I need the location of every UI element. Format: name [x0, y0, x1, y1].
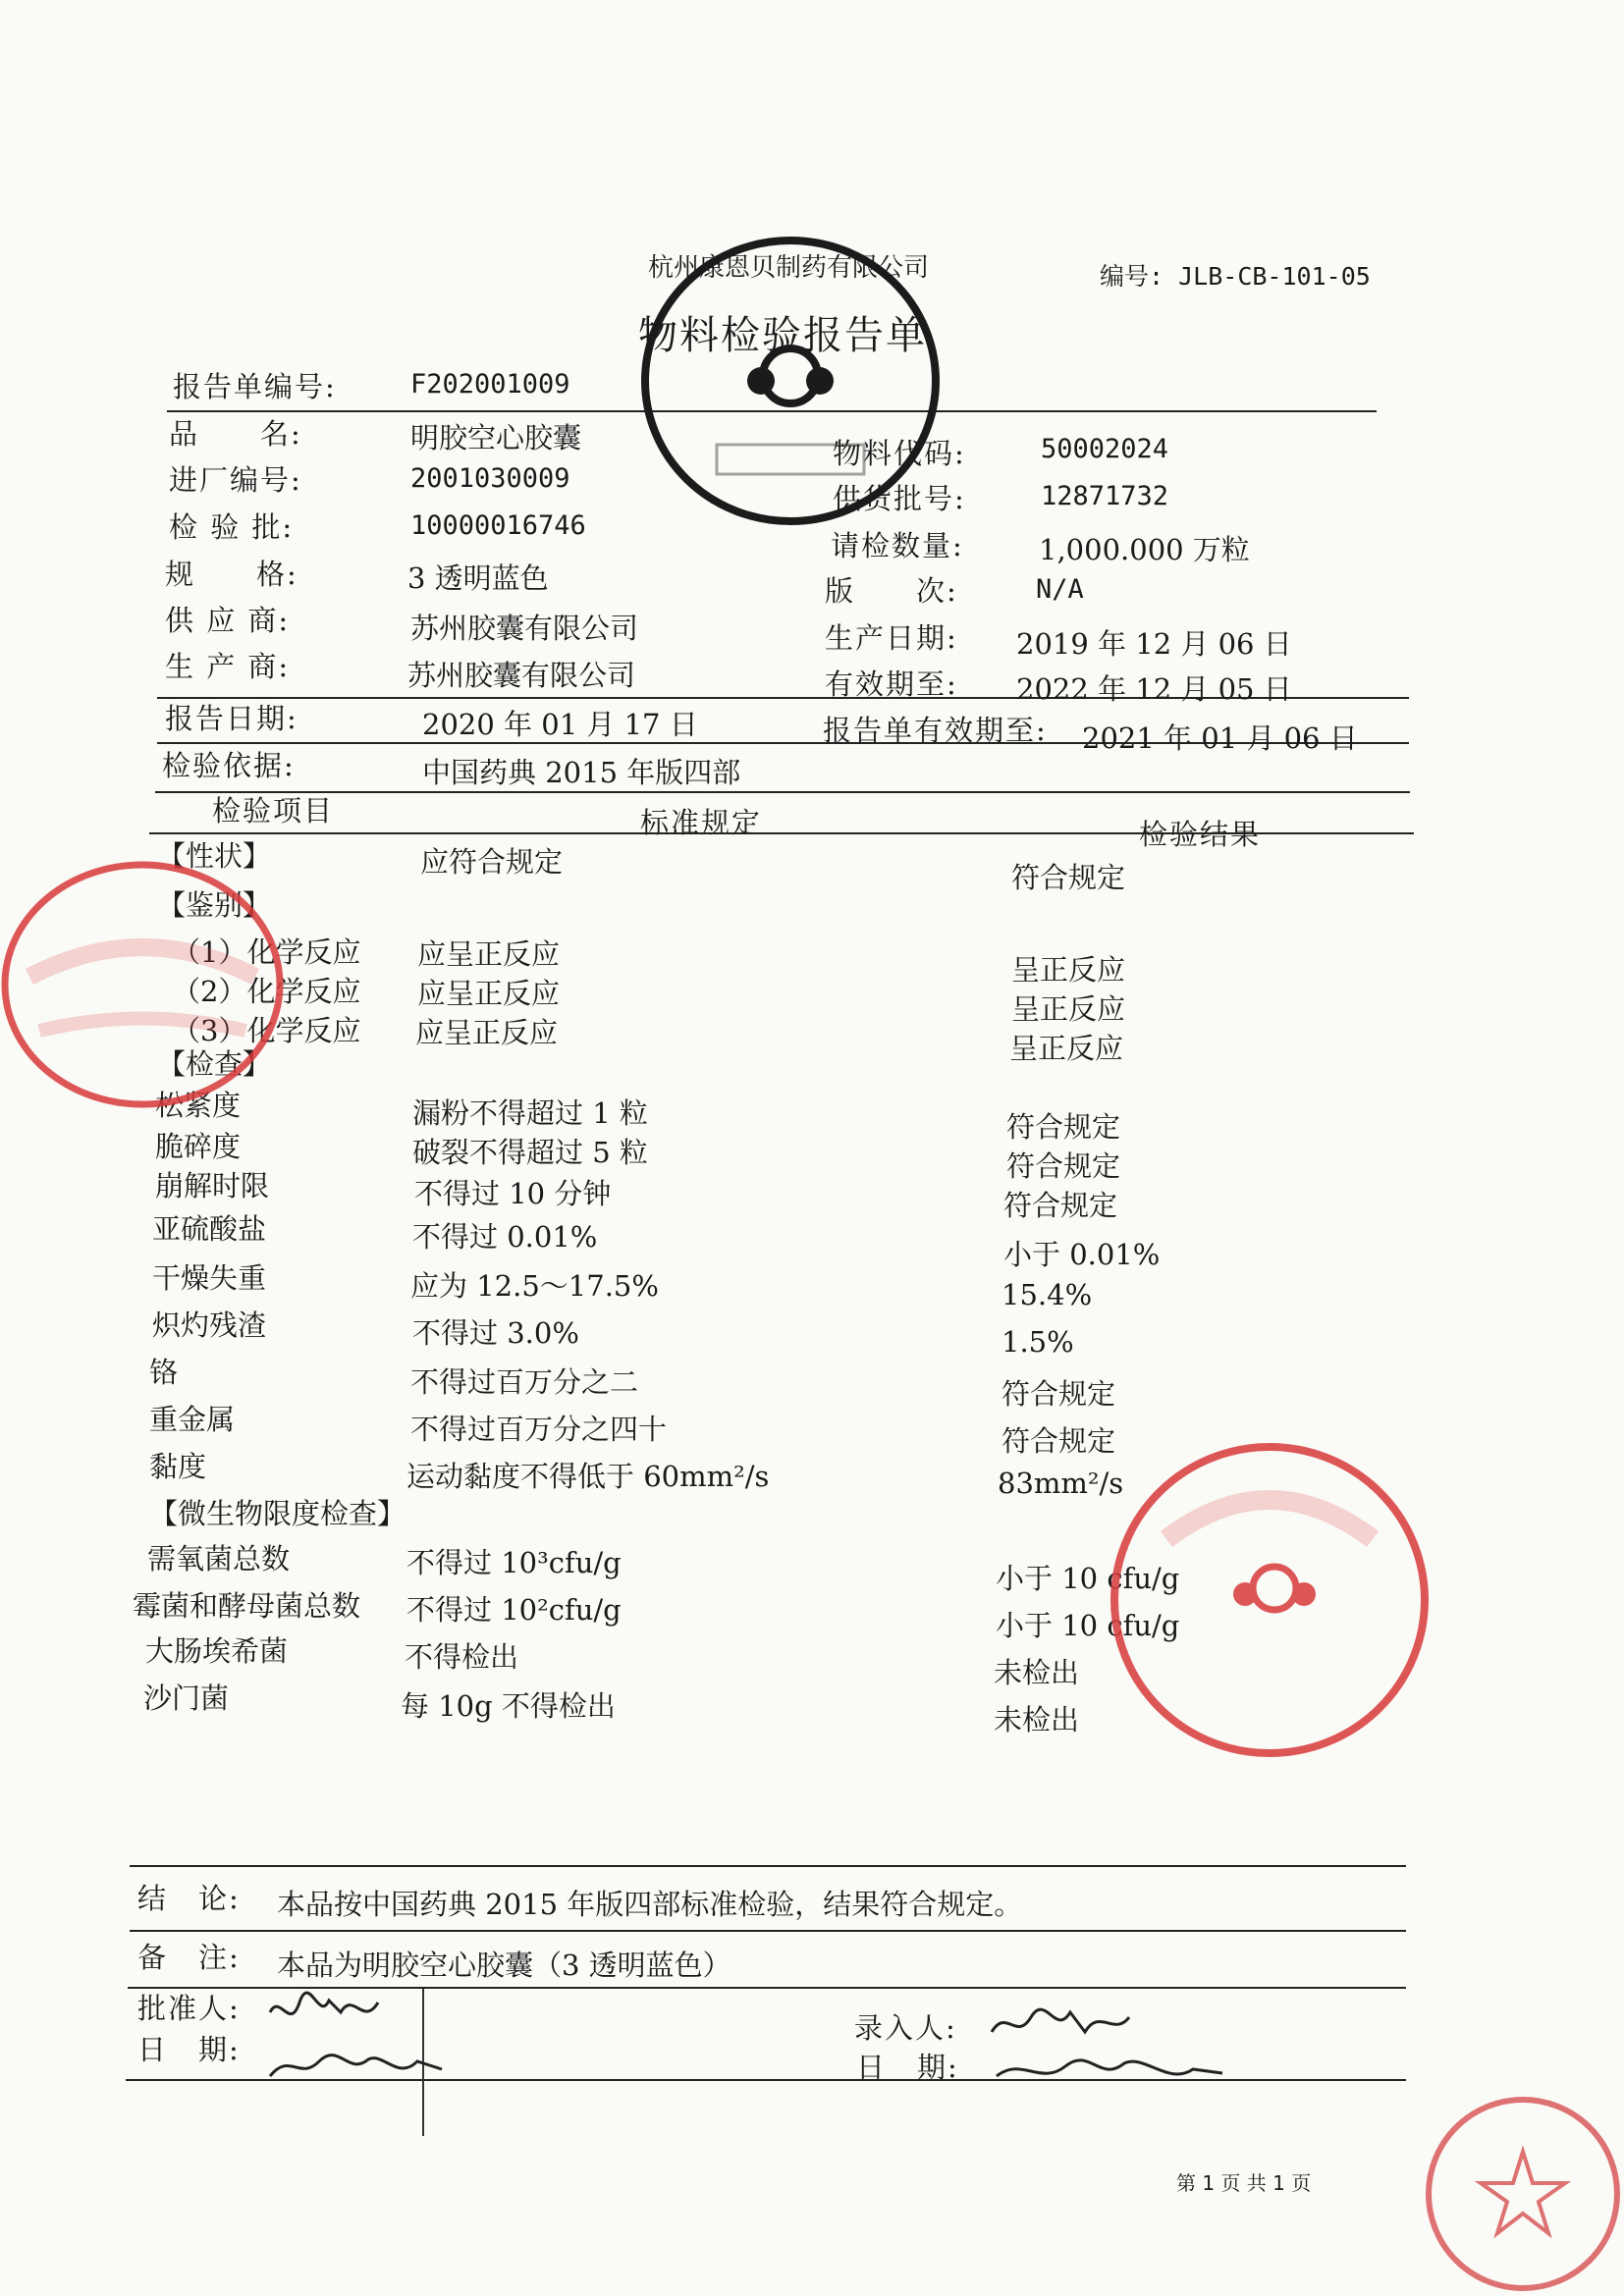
material-code-value: 50002024 — [1041, 434, 1169, 464]
section-microbial: 【微生物限度检查】 — [149, 1497, 406, 1530]
conclusion-label: 结 论: — [137, 1882, 241, 1915]
report-no-label: 报告单编号: — [173, 370, 337, 403]
production-date-label: 生产日期: — [825, 621, 958, 655]
row-standard: 应呈正反应 — [417, 977, 561, 1010]
row-result: 小于 0.01% — [1003, 1238, 1161, 1271]
supplier-label: 供 应 商: — [165, 604, 291, 637]
row-item: 亚硫酸盐 — [152, 1212, 267, 1246]
right-red-seal-icon — [1108, 1441, 1432, 1760]
row-item: 炽灼残渣 — [152, 1308, 267, 1342]
row-standard: 破裂不得超过 5 粒 — [412, 1136, 648, 1169]
row-item: 黏度 — [149, 1450, 207, 1483]
entry-date-label: 日 期: — [856, 2051, 959, 2084]
production-date-value: 2019 年 12 月 06 日 — [1016, 627, 1292, 661]
row-standard: 运动黏度不得低于 60mm²/s — [406, 1460, 770, 1493]
quantity-value: 1,000.000 万粒 — [1039, 533, 1250, 566]
row-item: 松紧度 — [155, 1089, 242, 1122]
company-name: 杭州康恩贝制药有限公司 — [648, 253, 930, 283]
supply-batch-value: 12871732 — [1041, 481, 1169, 511]
section-inspection: 【检查】 — [157, 1047, 272, 1081]
row-result: 小于 10 cfu/g — [996, 1609, 1180, 1642]
edition-value: N/A — [1036, 574, 1084, 605]
report-valid-label: 报告单有效期至: — [823, 714, 1048, 747]
spec-value: 3 透明蓝色 — [407, 561, 549, 595]
supplier-value: 苏州胶囊有限公司 — [410, 612, 639, 645]
col-item: 检验项目 — [212, 794, 335, 828]
row-item: （1）化学反应 — [172, 935, 361, 969]
row-standard: 每 10g 不得检出 — [401, 1689, 616, 1723]
remark-label: 备 注: — [137, 1941, 241, 1974]
spec-label: 规 格: — [165, 558, 298, 591]
row-standard: 不得检出 — [405, 1640, 519, 1674]
product-name-label: 品 名: — [169, 417, 302, 451]
row-standard: 应符合规定 — [420, 845, 564, 879]
row-standard: 应呈正反应 — [415, 1016, 559, 1049]
row-item: 沙门菌 — [143, 1682, 230, 1715]
entry-signature-icon — [982, 1993, 1237, 2091]
divider — [130, 1930, 1406, 1932]
entry-no-value: 2001030009 — [410, 463, 570, 494]
divider — [130, 1865, 1406, 1867]
row-result: 15.4% — [1001, 1278, 1093, 1311]
material-code-label: 物料代码: — [833, 437, 966, 470]
approver-signature-icon — [260, 1983, 457, 2091]
doc-no-label: 编号: — [1100, 262, 1164, 291]
row-standard: 不得过 3.0% — [412, 1316, 579, 1350]
row-standard: 应为 12.5～17.5% — [410, 1269, 659, 1303]
basis-value: 中国药典 2015 年版四部 — [422, 756, 741, 789]
divider — [149, 832, 1414, 834]
row-result: 呈正反应 — [1011, 992, 1126, 1026]
basis-label: 检验依据: — [162, 749, 296, 782]
page-number: 第 1 页 共 1 页 — [1176, 2171, 1312, 2195]
row-result: 未检出 — [994, 1656, 1080, 1689]
supply-batch-label: 供货批号: — [833, 482, 966, 515]
report-title: 物料检验报告单 — [638, 313, 927, 358]
row-result: 符合规定 — [1006, 1149, 1121, 1183]
row-standard: 不得过 10³cfu/g — [406, 1546, 622, 1579]
row-result: 符合规定 — [1006, 1110, 1121, 1144]
doc-no-value: JLB-CB-101-05 — [1178, 262, 1371, 291]
report-date-value: 2020 年 01 月 17 日 — [422, 708, 698, 741]
row-result: 符合规定 — [1003, 1189, 1118, 1222]
company-seal-icon — [638, 234, 943, 528]
row-result: 83mm²/s — [998, 1467, 1124, 1500]
section-character: 【性状】 — [157, 839, 272, 873]
manufacturer-label: 生 产 商: — [165, 650, 291, 683]
row-result: 符合规定 — [1011, 861, 1126, 894]
row-standard: 不得过 10 分钟 — [414, 1177, 612, 1210]
product-name-value: 明胶空心胶囊 — [410, 421, 582, 454]
row-standard: 应呈正反应 — [417, 937, 561, 971]
row-standard: 不得过 0.01% — [412, 1220, 598, 1254]
entry-no-label: 进厂编号: — [169, 463, 302, 497]
entry-label: 录入人: — [854, 2011, 957, 2045]
row-result: 呈正反应 — [1011, 953, 1126, 987]
row-standard: 不得过百万分之二 — [410, 1365, 639, 1399]
expiry-value: 2022 年 12 月 05 日 — [1016, 672, 1292, 706]
row-item: 铬 — [149, 1356, 179, 1389]
row-item: 重金属 — [149, 1403, 236, 1436]
row-item: 崩解时限 — [155, 1169, 270, 1202]
expiry-label: 有效期至: — [825, 667, 958, 701]
row-result: 呈正反应 — [1009, 1032, 1124, 1065]
remark-text: 本品为明胶空心胶囊（3 透明蓝色） — [277, 1949, 731, 1982]
report-date-label: 报告日期: — [165, 702, 298, 735]
conclusion-text: 本品按中国药典 2015 年版四部标准检验，结果符合规定。 — [277, 1888, 1023, 1921]
edition-label: 版 次: — [825, 574, 958, 608]
section-identification: 【鉴别】 — [157, 888, 272, 922]
row-standard: 不得过 10²cfu/g — [406, 1593, 622, 1627]
manufacturer-value: 苏州胶囊有限公司 — [407, 659, 636, 692]
corner-red-seal-icon — [1422, 2093, 1623, 2294]
batch-value: 10000016746 — [410, 510, 586, 541]
row-standard: 不得过百万分之四十 — [410, 1413, 668, 1446]
col-standard: 标准规定 — [640, 806, 763, 839]
row-item: 霉菌和酵母菌总数 — [133, 1589, 361, 1623]
row-item: 干燥失重 — [152, 1261, 267, 1295]
report-no-value: F202001009 — [410, 369, 570, 400]
row-item: 脆碎度 — [155, 1130, 242, 1163]
left-red-seal-icon — [0, 859, 285, 1109]
document-number — [1100, 257, 1371, 293]
batch-label: 检 验 批: — [169, 510, 295, 544]
row-item: 大肠埃希菌 — [145, 1634, 289, 1668]
row-item: 需氧菌总数 — [147, 1542, 291, 1575]
quantity-label: 请检数量: — [831, 529, 964, 562]
row-item: （3）化学反应 — [172, 1014, 361, 1047]
row-result: 1.5% — [1001, 1325, 1074, 1359]
col-result: 检验结果 — [1139, 818, 1262, 851]
row-standard: 漏粉不得超过 1 粒 — [412, 1096, 648, 1130]
report-valid-value: 2021 年 01 月 06 日 — [1082, 721, 1358, 755]
row-result: 小于 10 cfu/g — [996, 1562, 1180, 1595]
row-result: 符合规定 — [1001, 1424, 1116, 1458]
approver-label: 批准人: — [137, 1992, 241, 2025]
divider — [155, 791, 1410, 793]
row-item: （2）化学反应 — [172, 975, 361, 1008]
row-result: 未检出 — [994, 1703, 1080, 1736]
approver-date-label: 日 期: — [137, 2033, 241, 2066]
row-result: 符合规定 — [1001, 1377, 1116, 1411]
